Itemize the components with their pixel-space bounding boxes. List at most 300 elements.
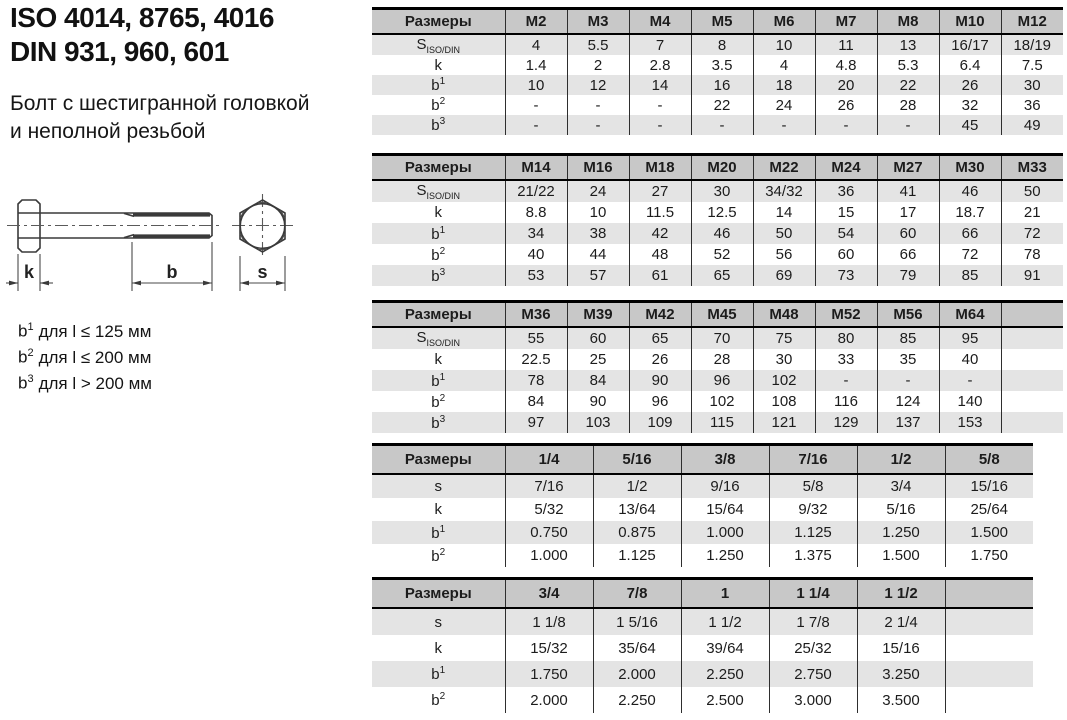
row-label-base: b: [431, 97, 440, 114]
row-label: [372, 661, 505, 687]
note-b1-text: для l ≤ 125 мм: [38, 321, 152, 341]
standard-title-din: DIN 931, 960, 601: [10, 36, 229, 67]
header-row: [372, 579, 1033, 609]
table-row: [372, 75, 1063, 95]
table-row: [372, 244, 1063, 265]
size-column-header: M30: [939, 155, 1001, 181]
row-label-superscript: 3: [439, 116, 446, 127]
value-cell: 15/16: [857, 635, 945, 661]
value-cell: 24: [567, 180, 629, 202]
row-label-column-header: Размеры: [372, 9, 505, 35]
row-label: [372, 180, 505, 202]
dimension-s: [240, 256, 285, 291]
table-row: [372, 391, 1063, 412]
value-cell: 65: [629, 327, 691, 349]
value-cell: 40: [505, 244, 567, 265]
value-cell: 3/4: [857, 474, 945, 498]
dimension-table-metric-m36-m64: [372, 300, 1063, 433]
value-cell: 3.5: [691, 55, 753, 75]
table-row: [372, 95, 1063, 115]
value-cell: 16: [691, 75, 753, 95]
row-label-superscript: 2: [439, 392, 446, 404]
value-cell: -: [815, 370, 877, 391]
size-column-header: M3: [567, 9, 629, 35]
dimension-table-metric-m14-m33: [372, 153, 1063, 286]
value-cell: 78: [1023, 246, 1041, 263]
value-cell: 18/19: [1001, 34, 1063, 55]
size-column-header: 1/4: [505, 445, 593, 475]
value-cell: 1.250: [681, 544, 769, 567]
value-cell: 103: [567, 412, 629, 433]
row-label-superscript: 2: [439, 96, 446, 107]
table-row: [372, 349, 1063, 370]
value-cell: 66: [939, 223, 1001, 244]
value-cell: 25/32: [769, 635, 857, 661]
row-label-superscript: 1: [439, 665, 446, 676]
value-cell: 12: [567, 75, 629, 95]
table-row: [372, 115, 1063, 135]
value-cell: 4: [505, 34, 567, 55]
row-label-base: k: [434, 501, 442, 518]
value-cell: 25: [567, 349, 629, 370]
row-label-base: b: [431, 547, 440, 565]
value-cell: 85: [877, 327, 939, 349]
row-label-superscript: 2: [439, 546, 446, 558]
size-column-header: 7/8: [593, 579, 681, 609]
value-cell: 28: [877, 95, 939, 115]
empty-cell: [1001, 391, 1063, 412]
bolt-end-view: [232, 194, 294, 257]
note-b2-text: для l ≤ 200 мм: [38, 347, 152, 367]
value-cell: -: [939, 370, 1001, 391]
value-cell: 41: [877, 180, 939, 202]
value-cell: 5.3: [877, 55, 939, 75]
value-cell: 48: [629, 244, 691, 265]
size-column-header: M4: [629, 9, 691, 35]
row-label-base: b: [431, 524, 440, 542]
value-cell: 35/64: [593, 635, 681, 661]
size-column-header: M36: [505, 302, 567, 328]
value-cell: 21/22: [505, 180, 567, 202]
value-cell: 42: [629, 223, 691, 244]
value-cell: 69: [753, 265, 815, 286]
value-cell: 2.250: [593, 687, 681, 713]
value-cell: 116: [815, 391, 877, 412]
value-cell: 40: [939, 349, 1001, 370]
size-column-header: M18: [629, 155, 691, 181]
value-cell: 56: [753, 244, 815, 265]
empty-cell: [945, 661, 1033, 687]
value-cell: 45: [939, 115, 1001, 135]
value-cell: 60: [877, 223, 939, 244]
row-label-base: b: [431, 692, 440, 709]
value-cell: 6.4: [939, 55, 1001, 75]
row-label-base: S: [416, 329, 427, 346]
row-label-superscript: 3: [439, 266, 446, 278]
value-cell: 78: [505, 370, 567, 391]
table-row: [372, 498, 1033, 521]
value-cell: 3.500: [857, 687, 945, 713]
value-cell: 153: [939, 412, 1001, 433]
row-label-base: b: [431, 225, 440, 243]
value-cell: 7: [629, 34, 691, 55]
value-cell: 28: [691, 349, 753, 370]
value-cell: 2.000: [593, 661, 681, 687]
value-cell: 1.4: [505, 55, 567, 75]
value-cell: 129: [815, 412, 877, 433]
row-label-superscript: 2: [439, 245, 446, 257]
note-b3: [18, 366, 152, 392]
value-cell: 1.250: [857, 521, 945, 544]
value-cell: 50: [1001, 180, 1063, 202]
value-cell: 137: [877, 412, 939, 433]
value-cell: -: [815, 115, 877, 135]
standard-title-iso: ISO 4014, 8765, 4016: [10, 2, 274, 33]
value-cell: -: [567, 115, 629, 135]
size-column-header: 1/2: [857, 445, 945, 475]
size-column-header: M48: [753, 302, 815, 328]
size-column-header: 3/8: [681, 445, 769, 475]
row-label: [372, 474, 505, 498]
value-cell: 32: [939, 95, 1001, 115]
row-label-base: k: [434, 639, 442, 657]
value-cell: 44: [567, 244, 629, 265]
value-cell: 96: [629, 391, 691, 412]
value-cell: 13: [877, 34, 939, 55]
size-column-header: M14: [505, 155, 567, 181]
row-label: [372, 75, 505, 95]
value-cell: 27: [629, 180, 691, 202]
value-cell: 1 1/2: [681, 608, 769, 635]
value-cell: 2.8: [629, 55, 691, 75]
value-cell: 22: [691, 95, 753, 115]
empty-cell: [945, 635, 1033, 661]
size-column-header: M2: [505, 9, 567, 35]
value-cell: 26: [629, 349, 691, 370]
note-b1: [18, 314, 152, 340]
empty-column-header: [1001, 302, 1063, 328]
value-cell: 53: [505, 265, 567, 286]
value-cell: 84: [505, 391, 567, 412]
row-label-superscript: 1: [439, 371, 446, 383]
size-column-header: M52: [815, 302, 877, 328]
value-cell: 10: [505, 75, 567, 95]
value-cell: 26: [939, 75, 1001, 95]
value-cell: 3.000: [769, 687, 857, 713]
size-column-header: 1: [681, 579, 769, 609]
value-cell: 11: [815, 34, 877, 55]
empty-cell: [1001, 349, 1063, 370]
row-label: [372, 521, 505, 544]
value-cell: 1.000: [681, 521, 769, 544]
size-column-header: 5/16: [593, 445, 681, 475]
value-cell: 46: [691, 223, 753, 244]
value-cell: 9/16: [681, 474, 769, 498]
table-row: [372, 370, 1063, 391]
row-label-superscript: 1: [439, 76, 446, 87]
size-column-header: 3/4: [505, 579, 593, 609]
value-cell: 11.5: [629, 202, 691, 223]
row-label-base: s: [434, 613, 442, 631]
row-label: [372, 202, 505, 223]
value-cell: 102: [691, 391, 753, 412]
empty-cell: [945, 687, 1033, 713]
row-label: [372, 349, 505, 370]
size-column-header: M33: [1001, 155, 1063, 181]
empty-cell: [1001, 327, 1063, 349]
size-column-header: M56: [877, 302, 939, 328]
row-label-base: b: [431, 414, 440, 432]
value-cell: 60: [815, 244, 877, 265]
dimension-b: [132, 242, 212, 291]
value-cell: 1.500: [857, 544, 945, 567]
row-label: [372, 34, 505, 55]
value-cell: 25/64: [970, 501, 1009, 518]
dimension-table-inch-3-4-to-1-1-2: [372, 577, 1033, 713]
empty-cell: [945, 608, 1033, 635]
row-label: [372, 498, 505, 521]
value-cell: 91: [1001, 265, 1063, 286]
note-b3-sup: 3: [27, 373, 34, 385]
row-label: [372, 244, 505, 265]
row-label-superscript: 1: [439, 224, 446, 236]
table-row: [372, 55, 1063, 75]
size-column-header: 7/16: [769, 445, 857, 475]
value-cell: 0.875: [593, 521, 681, 544]
value-cell: 0.750: [505, 521, 593, 544]
size-column-header: M24: [815, 155, 877, 181]
value-cell: 17: [877, 202, 939, 223]
header-row: [372, 302, 1063, 328]
value-cell: 5/8: [769, 474, 857, 498]
value-cell: 5/32: [505, 498, 593, 521]
size-column-header: M6: [753, 9, 815, 35]
value-cell: 50: [753, 223, 815, 244]
value-cell: 70: [691, 327, 753, 349]
value-cell: 2: [567, 55, 629, 75]
value-cell: 22.5: [505, 349, 567, 370]
row-label-column-header: Размеры: [372, 155, 505, 181]
value-cell: 2.000: [505, 687, 593, 713]
table-row: [372, 223, 1063, 244]
size-column-header: M42: [629, 302, 691, 328]
value-cell: 57: [567, 265, 629, 286]
size-column-header: M64: [939, 302, 1001, 328]
value-cell: 97: [505, 412, 567, 433]
table-row: [372, 687, 1033, 713]
row-label: [372, 412, 505, 433]
note-b3-text: для l > 200 мм: [38, 373, 152, 393]
value-cell: 15: [815, 202, 877, 223]
product-description-line2: и неполной резьбой: [10, 120, 206, 143]
value-cell: 1.750: [505, 661, 593, 687]
bolt-technical-drawing: [5, 188, 305, 318]
table-row: [372, 474, 1033, 498]
value-cell: -: [629, 95, 691, 115]
row-label-base: b: [431, 666, 440, 683]
value-cell: 36: [815, 180, 877, 202]
value-cell: 66: [877, 244, 939, 265]
value-cell: 1.125: [593, 544, 681, 567]
header-row: [372, 9, 1063, 35]
size-column-header: M27: [877, 155, 939, 181]
value-cell: 4: [753, 55, 815, 75]
size-column-header: M10: [939, 9, 1001, 35]
table-row: [372, 202, 1063, 223]
value-cell: 55: [505, 327, 567, 349]
table-row: [372, 34, 1063, 55]
value-cell: 108: [753, 391, 815, 412]
value-cell: 121: [753, 412, 815, 433]
value-cell: 35: [877, 349, 939, 370]
value-cell: 54: [815, 223, 877, 244]
thread-length-notes: [18, 314, 152, 392]
empty-cell: [1001, 412, 1063, 433]
table-row: [372, 544, 1033, 567]
value-cell: 24: [753, 95, 815, 115]
row-label-base: k: [434, 56, 442, 74]
row-label: [372, 327, 505, 349]
value-cell: -: [505, 115, 567, 135]
size-column-header: M12: [1001, 9, 1063, 35]
row-label-column-header: Размеры: [372, 445, 505, 475]
value-cell: 1.375: [769, 544, 857, 567]
value-cell: 26: [815, 95, 877, 115]
dimension-table-metric-m2-m12: [372, 7, 1063, 135]
value-cell: 34: [505, 223, 567, 244]
row-label-subscript: ISO/DIN: [426, 338, 461, 348]
dimension-k: [6, 254, 53, 291]
value-cell: 49: [1001, 115, 1063, 135]
dimension-table-inch-1-4-to-5-8: [372, 443, 1033, 567]
value-cell: 1.125: [769, 521, 857, 544]
value-cell: 79: [877, 265, 939, 286]
size-column-header: M39: [567, 302, 629, 328]
value-cell: -: [877, 370, 939, 391]
value-cell: 9/32: [769, 498, 857, 521]
value-cell: 39/64: [681, 635, 769, 661]
row-label: [372, 265, 505, 286]
value-cell: 36: [1023, 96, 1041, 114]
table-row: [372, 265, 1063, 286]
table-metric-m14-m33: [372, 153, 1063, 286]
value-cell: 5/16: [857, 498, 945, 521]
value-cell: 34/32: [753, 180, 815, 202]
row-label-base: k: [434, 351, 442, 368]
value-cell: 85: [939, 265, 1001, 286]
row-label-superscript: 1: [439, 523, 446, 535]
table-inch-3-4-to-1-1-2: [372, 577, 1033, 713]
value-cell: 5.5: [567, 34, 629, 55]
value-cell: 15/16: [945, 474, 1033, 498]
row-label: [372, 115, 505, 135]
size-column-header: 5/8: [945, 445, 1033, 475]
value-cell: -: [629, 115, 691, 135]
value-cell: 1/2: [593, 474, 681, 498]
value-cell: 1 1/8: [505, 608, 593, 635]
value-cell: 7.5: [1021, 56, 1043, 74]
table-row: [372, 608, 1033, 635]
value-cell: 102: [753, 370, 815, 391]
empty-cell: [1001, 370, 1063, 391]
table-row: [372, 412, 1063, 433]
value-cell: 1.750: [970, 547, 1009, 564]
header-row: [372, 155, 1063, 181]
value-cell: 1.000: [505, 544, 593, 567]
value-cell: 1 5/16: [593, 608, 681, 635]
value-cell: 10: [753, 34, 815, 55]
value-cell: 14: [753, 202, 815, 223]
value-cell: 12.5: [691, 202, 753, 223]
size-column-header: 1 1/2: [857, 579, 945, 609]
row-label-base: s: [434, 478, 442, 495]
value-cell: -: [691, 115, 753, 135]
note-b2-sup: 2: [27, 347, 34, 359]
value-cell: 96: [691, 370, 753, 391]
value-cell: 46: [939, 180, 1001, 202]
value-cell: 3.250: [857, 661, 945, 687]
row-label: [372, 370, 505, 391]
row-label-base: b: [431, 246, 440, 264]
table-row: [372, 327, 1063, 349]
value-cell: 2.250: [681, 661, 769, 687]
row-label: [372, 608, 505, 635]
table-metric-m36-m64: [372, 300, 1063, 433]
value-cell: 115: [691, 412, 753, 433]
dim-label-s: s: [257, 262, 268, 282]
value-cell: 90: [629, 370, 691, 391]
value-cell: 14: [629, 75, 691, 95]
value-cell: 15/32: [505, 635, 593, 661]
dim-label-k: k: [23, 262, 35, 282]
row-label-base: b: [431, 393, 440, 411]
value-cell: 33: [815, 349, 877, 370]
value-cell: 90: [567, 391, 629, 412]
value-cell: 52: [691, 244, 753, 265]
value-cell: 8.8: [505, 202, 567, 223]
value-cell: 2.500: [681, 687, 769, 713]
value-cell: 4.8: [815, 55, 877, 75]
size-column-header: M8: [877, 9, 939, 35]
value-cell: 84: [567, 370, 629, 391]
value-cell: 80: [815, 327, 877, 349]
value-cell: 124: [877, 391, 939, 412]
size-column-header: M22: [753, 155, 815, 181]
value-cell: 73: [815, 265, 877, 286]
value-cell: 8: [691, 34, 753, 55]
note-b1-sup: 1: [27, 321, 34, 333]
row-label-superscript: 3: [439, 413, 446, 425]
value-cell: 18.7: [939, 202, 1001, 223]
value-cell: 21: [1023, 204, 1041, 221]
row-label-base: b: [431, 372, 440, 390]
header-row: [372, 445, 1033, 475]
table-row: [372, 635, 1033, 661]
row-label-base: S: [416, 182, 427, 199]
note-b2: [18, 340, 152, 366]
row-label: [372, 391, 505, 412]
value-cell: 38: [567, 223, 629, 244]
value-cell: 15/64: [681, 498, 769, 521]
table-row: [372, 661, 1033, 687]
value-cell: 16/17: [939, 34, 1001, 55]
value-cell: 60: [567, 327, 629, 349]
table-inch-1-4-to-5-8: [372, 443, 1033, 567]
value-cell: 20: [815, 75, 877, 95]
note-b1-symbol: b: [18, 321, 28, 341]
size-column-header: M45: [691, 302, 753, 328]
size-column-header: 1 1/4: [769, 579, 857, 609]
